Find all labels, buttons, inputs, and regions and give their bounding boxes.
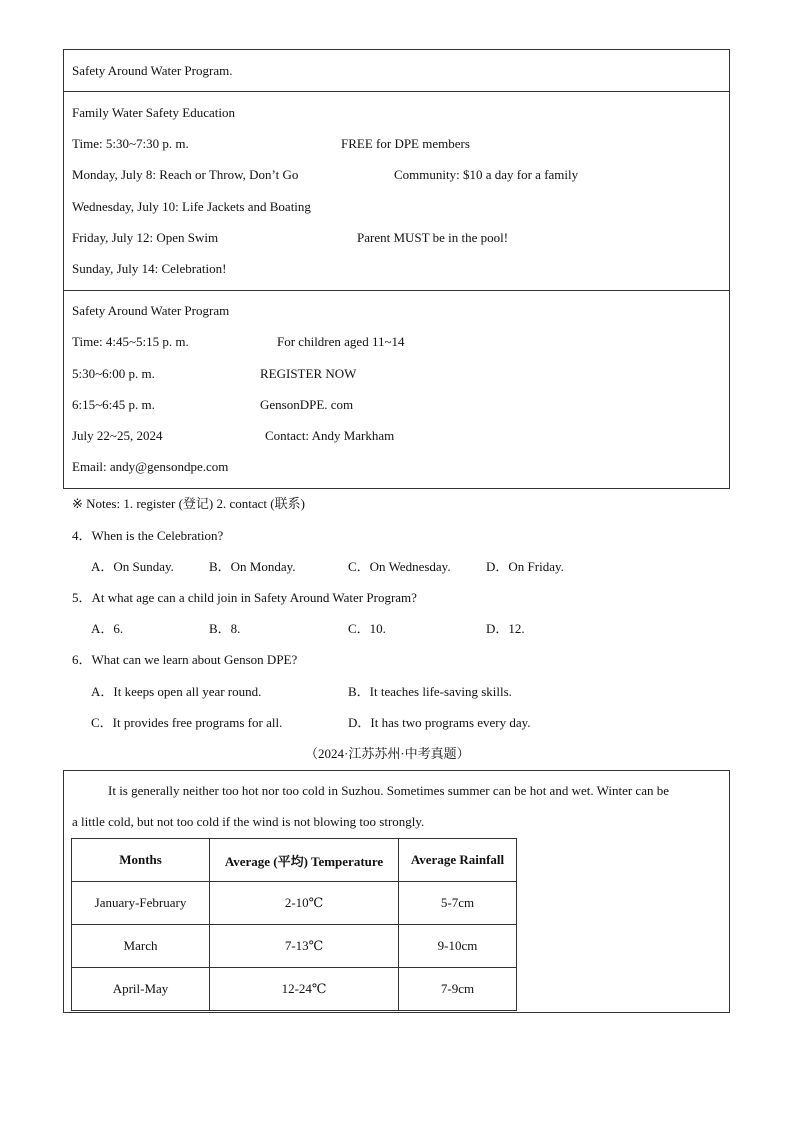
q6-option-c: C．It provides free programs for all. bbox=[91, 715, 283, 730]
q5-option-b: B．8. bbox=[209, 621, 241, 636]
header-rainfall: Average Rainfall bbox=[399, 839, 517, 882]
q6-option-a: A．It keeps open all year round. bbox=[91, 684, 262, 699]
cell-rainfall: 9-10cm bbox=[399, 925, 517, 968]
cell-rainfall: 7-9cm bbox=[399, 968, 517, 1011]
climate-table bbox=[71, 838, 517, 1011]
family-parent: Parent MUST be in the pool! bbox=[357, 230, 509, 245]
q6-option-d: D．It has two programs every day. bbox=[348, 715, 531, 730]
exam-source: （2024·江苏苏州·中考真题） bbox=[305, 746, 470, 761]
notice-divider-1 bbox=[63, 91, 730, 92]
program-website: GensonDPE. com bbox=[260, 397, 354, 412]
program-contact: Contact: Andy Markham bbox=[265, 428, 395, 443]
passage-line-2: a little cold, but not too cold if the wind is not blowing too strongly. bbox=[72, 814, 425, 829]
family-friday: Friday, July 12: Open Swim bbox=[72, 230, 219, 245]
program-heading: Safety Around Water Program bbox=[72, 303, 230, 318]
family-monday: Monday, July 8: Reach or Throw, Don’t Go bbox=[72, 167, 299, 182]
q4-option-d: D．On Friday. bbox=[486, 559, 564, 574]
notice-divider-2 bbox=[63, 290, 730, 291]
q4-option-c: C．On Wednesday. bbox=[348, 559, 451, 574]
family-free: FREE for DPE members bbox=[341, 136, 470, 151]
q4-option-b: B．On Monday. bbox=[209, 559, 296, 574]
family-sunday: Sunday, July 14: Celebration! bbox=[72, 261, 227, 276]
family-time: Time: 5:30~7:30 p. m. bbox=[72, 136, 189, 151]
notice-top-title: Safety Around Water Program. bbox=[72, 63, 233, 78]
table-row bbox=[72, 882, 517, 925]
program-children: For children aged 11~14 bbox=[277, 334, 405, 349]
cell-temperature: 2-10℃ bbox=[210, 882, 399, 925]
table-row bbox=[72, 925, 517, 968]
cell-temperature: 12-24℃ bbox=[210, 968, 399, 1011]
q5-option-c: C．10. bbox=[348, 621, 386, 636]
vocab-notes: ※ Notes: 1. register (登记) 2. contact (联系) bbox=[72, 496, 305, 511]
q6-option-b: B．It teaches life-saving skills. bbox=[348, 684, 512, 699]
program-time-1: Time: 4:45~5:15 p. m. bbox=[72, 334, 189, 349]
program-email: Email: andy@gensondpe.com bbox=[72, 459, 229, 474]
table-header-row bbox=[72, 839, 517, 882]
cell-temperature: 7-13℃ bbox=[210, 925, 399, 968]
family-heading: Family Water Safety Education bbox=[72, 105, 235, 120]
question-4-stem: 4．When is the Celebration? bbox=[72, 528, 224, 543]
family-wednesday: Wednesday, July 10: Life Jackets and Boating bbox=[72, 199, 311, 214]
cell-month: March bbox=[72, 925, 210, 968]
q5-option-d: D．12. bbox=[486, 621, 525, 636]
program-time-2: 5:30~6:00 p. m. bbox=[72, 366, 155, 381]
q5-option-a: A．6. bbox=[91, 621, 124, 636]
cell-month: January-February bbox=[72, 882, 210, 925]
program-register: REGISTER NOW bbox=[260, 366, 357, 381]
program-time-3: 6:15~6:45 p. m. bbox=[72, 397, 155, 412]
question-5-stem: 5．At what age can a child join in Safety Around Water Program? bbox=[72, 590, 417, 605]
header-months: Months bbox=[72, 839, 210, 882]
program-dates: July 22~25, 2024 bbox=[72, 428, 163, 443]
family-community: Community: $10 a day for a family bbox=[394, 167, 579, 182]
q4-option-a: A．On Sunday. bbox=[91, 559, 174, 574]
question-6-stem: 6．What can we learn about Genson DPE? bbox=[72, 652, 298, 667]
table-row bbox=[72, 968, 517, 1011]
cell-rainfall: 5-7cm bbox=[399, 882, 517, 925]
passage-line-1: It is generally neither too hot nor too cold in Suzhou. Sometimes summer can be hot and wet. Winter can be bbox=[108, 783, 669, 798]
cell-month: April-May bbox=[72, 968, 210, 1011]
header-temperature: Average (平均) Temperature bbox=[210, 839, 399, 882]
